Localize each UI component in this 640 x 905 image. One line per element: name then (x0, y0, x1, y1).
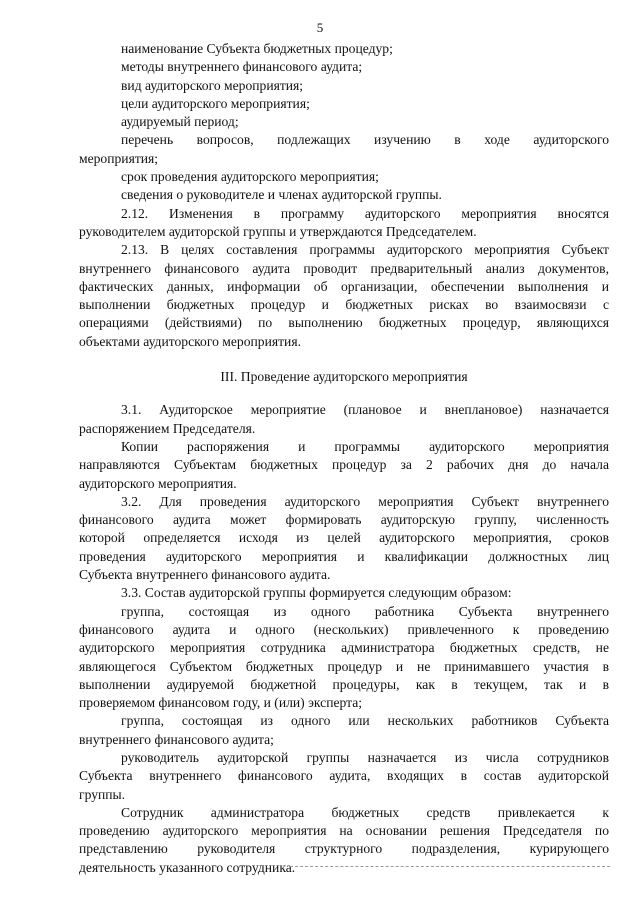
text-line: фактических данных, информации об организации, обеспечении выполнения и (79, 278, 609, 294)
text-line: деятельность указанного сотрудника. (79, 859, 296, 875)
text-line: проведения аудиторского мероприятия и квалификации должностных лиц (79, 548, 609, 564)
list-item: аудируемый период; (121, 114, 239, 130)
text-line: 3.3. Состав аудиторской группы формируется следующим образом: (121, 585, 512, 601)
list-item: вид аудиторского мероприятия; (121, 77, 304, 93)
text-line: объектами аудиторского мероприятия. (79, 333, 301, 349)
text-line: аудиторского мероприятия. (79, 475, 237, 491)
text-line: 2.13. В целях составления программы аудиторского мероприятия Субъект (121, 242, 609, 258)
text-line: являющегося Субъектом бюджетных процедур и не принимавшего участия в (79, 658, 609, 674)
list-item: срок проведения аудиторского мероприятия; (121, 169, 379, 185)
text-line: группы. (79, 786, 126, 802)
text-line: распоряжением Председателя. (79, 420, 256, 436)
text-line: выполнении бюджетных процедур и бюджетных рисках во взаимосвязи с (79, 297, 609, 313)
text-line: Копии распоряжения и программы аудиторского мероприятия (121, 438, 609, 454)
page-content (79, 40, 609, 877)
text-line: Субъекта внутреннего финансового аудита. (79, 567, 331, 583)
text-line: выполнении аудируемой бюджетной процедуры, как в текущем, так и в (79, 676, 609, 692)
program-contents-list (79, 40, 609, 205)
paragraph-3-2 (79, 493, 609, 584)
text-line: руководителем аудиторской группы и утверждаются Председателем. (79, 223, 477, 239)
text-line: которой определяется исходя из целей аудиторского мероприятия, сроков (79, 530, 609, 546)
text-line: направляются Субъектам бюджетных процедур за 2 рабочих дня до начала (79, 457, 609, 473)
list-item: сведения о руководителе и членах аудиторской группы. (121, 187, 442, 203)
text-line: финансового аудита может формировать аудиторскую группу, численность (79, 512, 609, 528)
text-line: 3.1. Аудиторское мероприятие (плановое и внеплановое) назначается (121, 402, 609, 418)
list-item: перечень вопросов, подлежащих изучению в ходе аудиторского (121, 132, 609, 148)
paragraph-3-1 (79, 401, 609, 438)
text-line: внутреннего финансового аудита; (79, 731, 274, 747)
text-line: Субъекта внутреннего финансового аудита, входящих в состав аудиторской (79, 768, 609, 784)
paragraph-group-2 (79, 712, 609, 749)
text-line: проведению аудиторского мероприятия на основании решения Председателя по (79, 823, 609, 839)
paragraph-3-3 (79, 584, 609, 602)
text-line: операциями (действиями) по выполнению бюджетных процедур, являющихся (79, 315, 609, 331)
list-item: цели аудиторского мероприятия; (121, 95, 310, 111)
section-heading: III. Проведение аудиторского мероприятия (220, 369, 468, 385)
text-line: аудиторского мероприятия сотрудника администратора бюджетных средств, не (79, 640, 609, 656)
list-item-continuation: мероприятия; (79, 150, 159, 166)
text-line: группа, состоящая из одного работника Субъекта внутреннего (121, 603, 609, 619)
text-line: руководитель аудиторской группы назначается из числа сотрудников (121, 749, 609, 765)
text-line: внутреннего финансового аудита проводит предварительный анализ документов, (79, 260, 609, 276)
paragraph-2-12 (79, 205, 609, 242)
footer-divider (290, 866, 610, 867)
page-number: 5 (316, 20, 324, 35)
text-line: Сотрудник администратора бюджетных средств привлекается к (121, 804, 609, 820)
text-line: проверяемом финансовом году, и (или) эксперта; (79, 695, 363, 711)
paragraph-2-13 (79, 241, 609, 351)
paragraph-copies (79, 438, 609, 493)
text-line: 2.12. Изменения в программу аудиторского мероприятия вносятся (121, 205, 609, 221)
list-item: методы внутреннего финансового аудита; (121, 59, 363, 75)
list-item: наименование Субъекта бюджетных процедур; (121, 41, 393, 56)
text-line: финансового аудита и одного (нескольких) привлеченного к проведению (79, 621, 609, 637)
text-line: группа, состоящая из одного или нескольких работников Субъекта (121, 713, 609, 729)
paragraph-group-1 (79, 603, 609, 713)
text-line: представлению руководителя структурного подразделения, курирующего (79, 841, 609, 857)
text-line: 3.2. Для проведения аудиторского мероприятия Субъект внутреннего (121, 493, 609, 509)
paragraph-leader (79, 749, 609, 804)
